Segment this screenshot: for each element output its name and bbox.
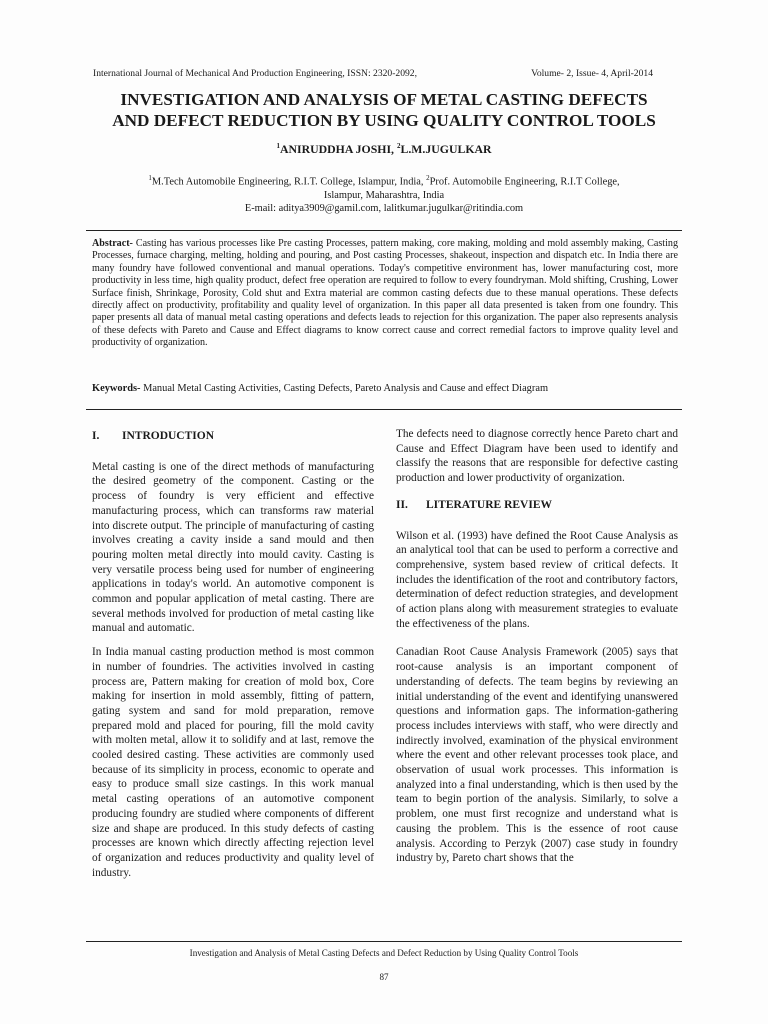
- affiliation-line-1: [110, 172, 658, 189]
- paragraph: Metal casting is one of the direct methods of manufacturing the desired geometry of the component. Casting or the process of foundry is very efficient and effective manufacturing process, which can transforms raw material into discrete output. The principle of manufacturing of casting involves creating a cavity inside a sand mould and then pouring molten metal directly into mould cavity. Casting is very versatile process being used for number of engineering applications in today's world. An automotive component is common and popular application of metal casting. There are several methods involved for production of metal casting like manual and automatic.: [92, 460, 374, 635]
- journal-name: International Journal of Mechanical And Production Engineering, ISSN: 2320-2092,: [93, 68, 417, 79]
- author-emails: E-mail: aditya3909@gamil.com, lalitkumar.jugulkar@ritindia.com: [244, 203, 524, 215]
- author-2: L.M.JUGULKAR: [400, 142, 492, 156]
- abstract-top-rule: [86, 230, 682, 231]
- affiliation-2-marker: 2: [426, 174, 430, 182]
- abstract-text: Casting has various processes like Pre casting Processes, pattern making, core making, molding and mold assembly making, Casting Processes, furnace charging, melting, holding and pouring, and Post casting Processes, shakeout, inspection and dispatch etc. In India there are many foundry have followed conventional and manual operations. Today's competitive environment has, lower manufacturing cost, more productivity in less time, high quality product, defect free operation are required to follow to every foundryman. Mold shifting, Crushing, Lower Surface finish, Shrinkage, Porosity, Cold shut and Extra material are common casting defects due to these manual operations. These defects directly affect on productivity, profitability and quality level of organization. In this paper all data presented is taken from one foundry. This paper presents all data of manual metal casting operations and defects leads to rejection for this organization. The paper also represents analysis of these defects with Pareto and Cause and Effect diagrams to know correct cause and correct remedial factors to improve quality level and productivity of organization.: [92, 238, 678, 349]
- paragraph: Canadian Root Cause Analysis Framework (2005) says that root-cause analysis is an important component of understanding of defects. The team begins by reviewing an initial understanding of the event and identifying unanswered questions and information gaps. The information-gathering process includes interviews with staff, who were directly and indirectly involved, examination of the physical environment where the event and other relevant processes took place, and observation of usual work processes. This information is analyzed into a final understanding, which is then used by the team to begin portion of the analysis. Similarly, to solve a problem, one must first recognize and understand what is causing the problem. This is the essence of root cause analysis. According to Perzyk (2007) case study in foundry industry by, Pareto chart shows that the: [396, 646, 678, 865]
- affiliation-2: Prof. Automobile Engineering, R.I.T College,: [429, 176, 620, 188]
- author-1: ANIRUDDHA JOSHI,: [279, 142, 397, 156]
- paragraph: The defects need to diagnose correctly hence Pareto chart and Cause and Effect Diagram have been used to identify and classify the reasons that are responsible for defective casting production and lower productivity of organization.: [396, 428, 678, 485]
- paragraph: Wilson et al. (1993) have defined the Root Cause Analysis as an analytical tool that can be used to perform a corrective and comprehensive, system based review of critical defects. It includes the identification of the root and contributory factors, determination of defect reduction strategies, and development of action plans along with measurement strategies to evaluate the effectiveness of the plans.: [396, 529, 678, 630]
- section-number: II.: [396, 498, 408, 511]
- authors: [0, 142, 768, 157]
- title-line-2: AND DEFECT REDUCTION BY USING QUALITY CONTROL TOOLS: [112, 111, 656, 130]
- keywords: [92, 383, 678, 394]
- journal-header: [93, 68, 653, 79]
- section-heading-literature-review: [396, 498, 678, 513]
- abstract-label: Abstract-: [92, 238, 133, 249]
- paragraph: In India manual casting production method is most common in number of foundries. The activities involved in casting process are, Pattern making for creation of mold box, Core making for insertion in mold assembly, fitting of pattern, gating system and sand for mold preparation, remove prepared mold and placed for pouring, fill the mold cavity with molten metal, allow it to solidify and at last, remove the cooled desired casting. These activities are commonly used because of its simplicity in process, economic to operate and easy to produce small size castings. In this work manual metal casting operations of an automotive component producing foundry are studied where components of different size and shape are produced. In this study defects of casting processes are known which directly affecting rejection level of organization and reduces productivity and quality level of industry.: [92, 646, 374, 879]
- section-heading-introduction: [92, 429, 374, 444]
- author-2-marker: 2: [396, 142, 401, 151]
- running-footer: Investigation and Analysis of Metal Casting Defects and Defect Reduction by Using Quality Control Tools: [189, 948, 579, 958]
- section-title: INTRODUCTION: [122, 430, 215, 442]
- footer-rule: [86, 941, 682, 942]
- keywords-text: Manual Metal Casting Activities, Casting Defects, Pareto Analysis and Cause and effect Diagram: [140, 383, 549, 394]
- section-number: I.: [92, 430, 100, 442]
- page-number: 87: [379, 972, 389, 982]
- abstract-bottom-rule: [86, 409, 682, 410]
- affiliation-1: M.Tech Automobile Engineering, R.I.T. College, Islampur, India,: [151, 176, 427, 188]
- affiliations: [110, 172, 658, 216]
- author-1-marker: 1: [276, 142, 280, 151]
- journal-volume: Volume- 2, Issue- 4, April-2014: [531, 68, 653, 79]
- keywords-label: Keywords-: [92, 383, 141, 394]
- title-line-1: INVESTIGATION AND ANALYSIS OF METAL CASTING DEFECTS: [120, 90, 648, 109]
- affiliation-1-marker: 1: [148, 174, 152, 182]
- right-column: [396, 427, 678, 875]
- affiliation-line-2: Islampur, Maharashtra, India: [323, 189, 445, 201]
- abstract: [92, 238, 678, 350]
- left-column: [92, 427, 374, 889]
- section-title: LITERATURE REVIEW: [426, 498, 552, 511]
- paper-title: [60, 89, 708, 131]
